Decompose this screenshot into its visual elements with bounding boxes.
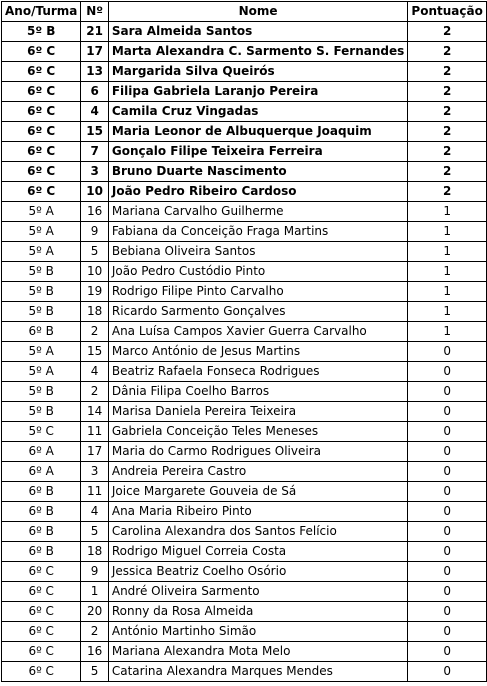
cell-number: 11 (81, 422, 108, 442)
cell-year-class: 5º A (2, 202, 81, 222)
cell-number: 9 (81, 222, 108, 242)
cell-year-class: 6º B (2, 502, 81, 522)
cell-year-class: 6º C (2, 642, 81, 662)
header-row (2, 2, 487, 22)
cell-number: 10 (81, 182, 108, 202)
cell-year-class: 6º C (2, 142, 81, 162)
cell-year-class: 6º C (2, 662, 81, 682)
cell-number: 2 (81, 622, 108, 642)
cell-year-class: 6º C (2, 42, 81, 62)
cell-number: 15 (81, 122, 108, 142)
cell-number: 4 (81, 362, 108, 382)
cell-number: 16 (81, 202, 108, 222)
cell-score: 0 (408, 662, 487, 682)
cell-year-class: 5º A (2, 342, 81, 362)
cell-number: 4 (81, 102, 108, 122)
cell-name: Filipa Gabriela Laranjo Pereira (108, 82, 407, 102)
cell-number: 5 (81, 522, 108, 542)
header-number: Nº (81, 2, 108, 22)
cell-number: 20 (81, 602, 108, 622)
cell-score: 1 (408, 202, 487, 222)
cell-score: 2 (408, 22, 487, 42)
header-score: Pontuação (408, 2, 487, 22)
cell-score: 0 (408, 342, 487, 362)
cell-score: 2 (408, 102, 487, 122)
cell-name: Maria Leonor de Albuquerque Joaquim (108, 122, 407, 142)
table-row (2, 102, 487, 122)
cell-year-class: 6º C (2, 162, 81, 182)
cell-score: 1 (408, 302, 487, 322)
cell-number: 5 (81, 662, 108, 682)
cell-name: Gonçalo Filipe Teixeira Ferreira (108, 142, 407, 162)
cell-name: Dânia Filipa Coelho Barros (108, 382, 407, 402)
cell-number: 5 (81, 242, 108, 262)
table-row (2, 622, 487, 642)
cell-score: 0 (408, 562, 487, 582)
table-row (2, 522, 487, 542)
cell-year-class: 6º C (2, 102, 81, 122)
header-year-class: Ano/Turma (2, 2, 81, 22)
table-row (2, 202, 487, 222)
cell-number: 17 (81, 442, 108, 462)
table-row (2, 402, 487, 422)
cell-name: Bruno Duarte Nascimento (108, 162, 407, 182)
cell-year-class: 6º C (2, 122, 81, 142)
cell-number: 17 (81, 42, 108, 62)
cell-name: Beatriz Rafaela Fonseca Rodrigues (108, 362, 407, 382)
cell-number: 9 (81, 562, 108, 582)
cell-name: Rodrigo Filipe Pinto Carvalho (108, 282, 407, 302)
cell-year-class: 6º A (2, 442, 81, 462)
table-row (2, 62, 487, 82)
table-row (2, 322, 487, 342)
cell-name: Ana Luísa Campos Xavier Guerra Carvalho (108, 322, 407, 342)
cell-name: Bebiana Oliveira Santos (108, 242, 407, 262)
table-row (2, 42, 487, 62)
cell-name: Carolina Alexandra dos Santos Felício (108, 522, 407, 542)
table-row (2, 242, 487, 262)
table-row (2, 582, 487, 602)
cell-number: 14 (81, 402, 108, 422)
cell-number: 10 (81, 262, 108, 282)
cell-name: António Martinho Simão (108, 622, 407, 642)
table-row (2, 262, 487, 282)
cell-year-class: 6º C (2, 582, 81, 602)
table-row (2, 422, 487, 442)
cell-name: Ricardo Sarmento Gonçalves (108, 302, 407, 322)
cell-year-class: 5º B (2, 302, 81, 322)
table-header (2, 2, 487, 22)
cell-score: 0 (408, 622, 487, 642)
cell-year-class: 5º B (2, 262, 81, 282)
cell-name: João Pedro Ribeiro Cardoso (108, 182, 407, 202)
cell-score: 0 (408, 502, 487, 522)
cell-score: 0 (408, 542, 487, 562)
cell-score: 2 (408, 182, 487, 202)
cell-year-class: 6º B (2, 322, 81, 342)
table-row (2, 342, 487, 362)
cell-name: Gabriela Conceição Teles Meneses (108, 422, 407, 442)
cell-score: 2 (408, 142, 487, 162)
cell-score: 0 (408, 642, 487, 662)
cell-year-class: 6º B (2, 522, 81, 542)
cell-name: Camila Cruz Vingadas (108, 102, 407, 122)
cell-score: 2 (408, 162, 487, 182)
table-row (2, 142, 487, 162)
table-row (2, 662, 487, 682)
cell-name: João Pedro Custódio Pinto (108, 262, 407, 282)
table-row (2, 222, 487, 242)
cell-year-class: 5º B (2, 402, 81, 422)
cell-number: 19 (81, 282, 108, 302)
cell-year-class: 6º C (2, 62, 81, 82)
cell-year-class: 5º A (2, 242, 81, 262)
table-body (2, 22, 487, 682)
cell-score: 0 (408, 602, 487, 622)
cell-score: 0 (408, 402, 487, 422)
table-row (2, 302, 487, 322)
table-row (2, 282, 487, 302)
cell-name: Marco António de Jesus Martins (108, 342, 407, 362)
cell-score: 0 (408, 462, 487, 482)
cell-score: 1 (408, 242, 487, 262)
table-row (2, 602, 487, 622)
table-row (2, 182, 487, 202)
cell-score: 2 (408, 62, 487, 82)
cell-score: 2 (408, 82, 487, 102)
table-row (2, 642, 487, 662)
table-row (2, 562, 487, 582)
table-row (2, 482, 487, 502)
cell-year-class: 6º C (2, 602, 81, 622)
cell-year-class: 5º A (2, 222, 81, 242)
table-row (2, 462, 487, 482)
cell-year-class: 6º A (2, 462, 81, 482)
cell-year-class: 6º C (2, 182, 81, 202)
cell-name: Sara Almeida Santos (108, 22, 407, 42)
cell-number: 18 (81, 542, 108, 562)
cell-number: 16 (81, 642, 108, 662)
cell-name: Mariana Carvalho Guilherme (108, 202, 407, 222)
cell-score: 0 (408, 522, 487, 542)
cell-name: Jessica Beatriz Coelho Osório (108, 562, 407, 582)
cell-score: 2 (408, 122, 487, 142)
table-row (2, 362, 487, 382)
cell-number: 2 (81, 322, 108, 342)
cell-name: Rodrigo Miguel Correia Costa (108, 542, 407, 562)
cell-name: Ana Maria Ribeiro Pinto (108, 502, 407, 522)
cell-score: 0 (408, 582, 487, 602)
cell-name: Catarina Alexandra Marques Mendes (108, 662, 407, 682)
cell-score: 2 (408, 42, 487, 62)
cell-score: 1 (408, 322, 487, 342)
cell-name: Marisa Daniela Pereira Teixeira (108, 402, 407, 422)
cell-number: 21 (81, 22, 108, 42)
cell-number: 18 (81, 302, 108, 322)
cell-number: 13 (81, 62, 108, 82)
cell-number: 6 (81, 82, 108, 102)
cell-score: 0 (408, 442, 487, 462)
table-row (2, 442, 487, 462)
cell-year-class: 5º A (2, 362, 81, 382)
cell-name: Margarida Silva Queirós (108, 62, 407, 82)
cell-name: Mariana Alexandra Mota Melo (108, 642, 407, 662)
cell-year-class: 6º B (2, 482, 81, 502)
cell-year-class: 6º C (2, 562, 81, 582)
cell-number: 2 (81, 382, 108, 402)
table-row (2, 382, 487, 402)
cell-name: Joice Margarete Gouveia de Sá (108, 482, 407, 502)
table-row (2, 22, 487, 42)
table-row (2, 542, 487, 562)
cell-year-class: 5º C (2, 422, 81, 442)
cell-name: André Oliveira Sarmento (108, 582, 407, 602)
cell-score: 0 (408, 482, 487, 502)
cell-number: 4 (81, 502, 108, 522)
cell-name: Marta Alexandra C. Sarmento S. Fernandes (108, 42, 407, 62)
cell-score: 1 (408, 222, 487, 242)
cell-year-class: 5º B (2, 22, 81, 42)
cell-number: 7 (81, 142, 108, 162)
header-name: Nome (108, 2, 407, 22)
cell-year-class: 6º B (2, 542, 81, 562)
table-row (2, 502, 487, 522)
cell-number: 3 (81, 162, 108, 182)
cell-number: 15 (81, 342, 108, 362)
cell-name: Maria do Carmo Rodrigues Oliveira (108, 442, 407, 462)
cell-year-class: 6º C (2, 82, 81, 102)
score-table (1, 1, 487, 682)
cell-number: 1 (81, 582, 108, 602)
cell-score: 1 (408, 282, 487, 302)
table-row (2, 162, 487, 182)
table-row (2, 122, 487, 142)
cell-year-class: 5º B (2, 282, 81, 302)
cell-year-class: 6º C (2, 622, 81, 642)
cell-number: 3 (81, 462, 108, 482)
cell-name: Fabiana da Conceição Fraga Martins (108, 222, 407, 242)
cell-score: 0 (408, 362, 487, 382)
cell-name: Andreia Pereira Castro (108, 462, 407, 482)
cell-year-class: 5º B (2, 382, 81, 402)
cell-score: 1 (408, 262, 487, 282)
cell-number: 11 (81, 482, 108, 502)
cell-name: Ronny da Rosa Almeida (108, 602, 407, 622)
table-row (2, 82, 487, 102)
cell-score: 0 (408, 422, 487, 442)
cell-score: 0 (408, 382, 487, 402)
